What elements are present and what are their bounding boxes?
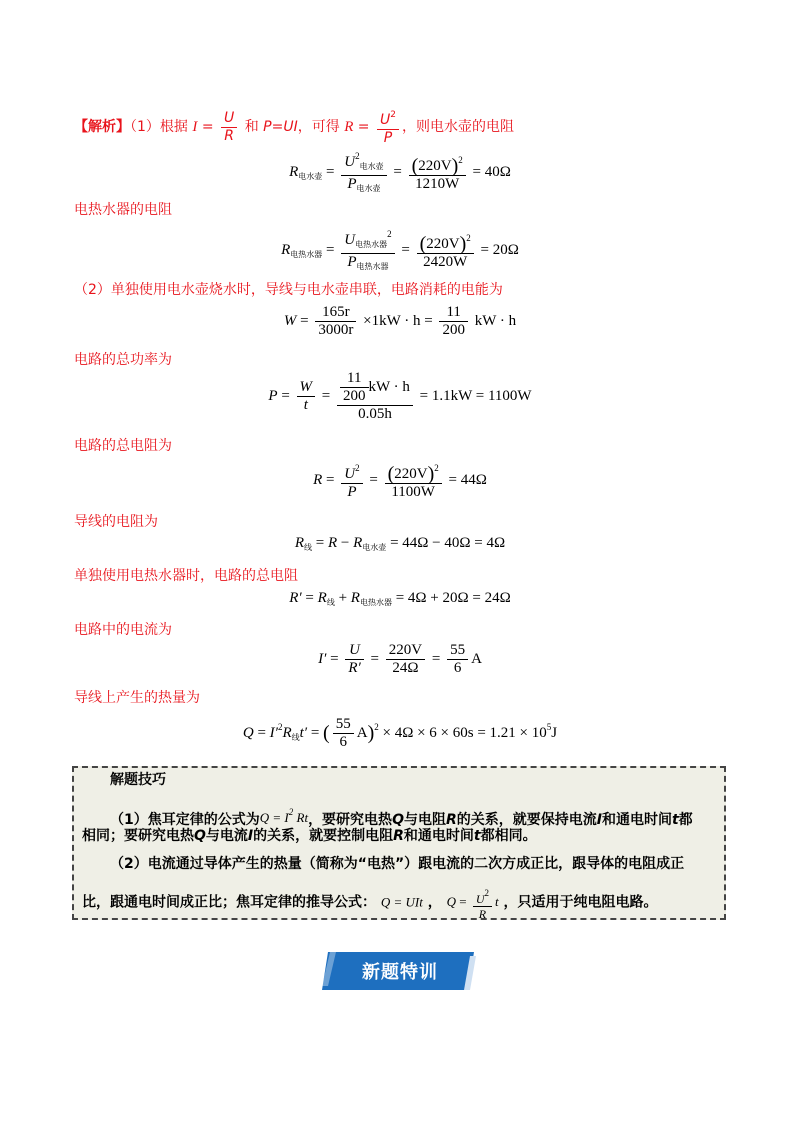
part2-text: （2）单独使用电水壶烧水时，导线与电水壶串联，电路消耗的电能为 <box>74 282 503 298</box>
heat-label: 导线上产生的热量为 <box>74 690 200 706</box>
kettle-resistance-result: = 40Ω <box>472 163 511 180</box>
i-u-r-fraction: $\frac{U}{R}$ <box>221 110 237 145</box>
banner-text: 新题特训 <box>362 962 438 983</box>
total-power-result: = 1.1kW = 1100W <box>419 387 532 404</box>
tips-line-1: （1）焦耳定律的公式为$Q = I^2$ Rt，要研究电热Q与电阻R的关系，就要保持电流I和通电时间t都 <box>110 807 693 828</box>
formula-kettle-resistance: $R_{电水壶}$ = $\frac{U^2_{电水壶}}{P_{电水壶}}$ = $\frac{(220V)^2}{1210W}$ = 40Ω <box>0 148 800 197</box>
total-power-label: 电路的总功率为 <box>74 352 172 368</box>
wire-resistance-label: 导线的电阻为 <box>74 514 158 530</box>
heater-resistance-label: 电热水器的电阻 <box>74 202 172 218</box>
tips-box <box>72 766 726 920</box>
p-ui-text: P=UI <box>263 119 298 135</box>
obtain-text: ，可得 <box>297 119 340 135</box>
formula-energy: W = $\frac{165r}{3000r}$ ×1kW · h = $\frac{11}{200}$ kW · h <box>283 304 517 338</box>
total-resistance-result: = 44Ω <box>448 471 487 488</box>
tips-line-3: （2）电流通过导体产生的热量（简称为“电热”）跟电流的二次方成正比，跟导体的电阻成正 <box>110 856 685 872</box>
formula-heater-total: $R' = R_线 + R_{电热水器} = 4\Omega + 20\Omega = 24\Omega$ <box>289 590 511 607</box>
r-u2-p-fraction: $\frac{U^2}{P}$ <box>377 107 399 147</box>
tips-title: 解题技巧 <box>110 772 166 788</box>
formula-wire-resistance: $R_线 = R - R_{电水壶} = 44\Omega - 40\Omega = 4\Omega$ <box>294 535 506 552</box>
analysis-label: 【解析】 <box>74 119 130 135</box>
section-banner <box>322 950 478 992</box>
wire-resistance-result: = 44Ω − 40Ω = 4Ω <box>390 535 506 551</box>
total-resistance-label: 电路的总电阻为 <box>74 438 172 454</box>
formula-heat: $Q = I'^2R_线t'$ = ( $\frac{55}{6}$ $A)^2 \times 4\Omega \times 6 \times 60s = 1.21 \times 10^5J$ <box>242 716 558 750</box>
and-text: 和 <box>244 119 259 135</box>
current-label: 电路中的电流为 <box>74 622 172 638</box>
part1-prefix: （1）根据 <box>130 119 188 135</box>
formula-current: I′ = $\frac{U}{R'}$ = $\frac{220V}{24\Omega}$ = $\frac{55}{6}$ A <box>318 642 482 676</box>
heat-result: × 4Ω × 6 × 60s = 1.21 × 10 <box>382 724 547 741</box>
analysis-line-1: 【解析】（1）根据 I = $\frac{U}{R}$ 和 P=UI，可得 R = $\frac{U^2}{P}$ ，则电水壶的电阻 <box>74 107 514 147</box>
formula-heater-resistance: $R_{电热水器}$ = $\frac{U_{电热水器}^2}{P_{电热水器}}$ = $\frac{(220V)^2}{2420W}$ = 20Ω <box>0 226 800 275</box>
kettle-resistance-text: ，则电水壶的电阻 <box>401 119 514 135</box>
heater-total-result: = 4Ω + 20Ω = 24Ω <box>395 590 511 606</box>
heater-resistance-result: = 20Ω <box>480 241 519 258</box>
heater-only-label: 单独使用电热水器时，电路的总电阻 <box>74 568 298 584</box>
tips-line-4: 比，跟通电时间成正比；焦耳定律的推导公式： Q = UIt ， Q = $\frac{U^2}{R}$ t ，只适用于纯电阻电路。 <box>82 888 658 921</box>
formula-total-resistance: R = $\frac{U^2}{P}$ = $\frac{(220V)^2}{1100W}$ = 44Ω <box>313 463 487 501</box>
tips-line-2: 相同；要研究电热Q与电流I的关系，就要控制电阻R和通电时间t都相同。 <box>82 828 537 844</box>
formula-total-power: P = $\frac{W}{t}$ = $\frac{11}{200}$ kW · h 0.05h = 1.1kW = 1100W <box>268 370 532 422</box>
